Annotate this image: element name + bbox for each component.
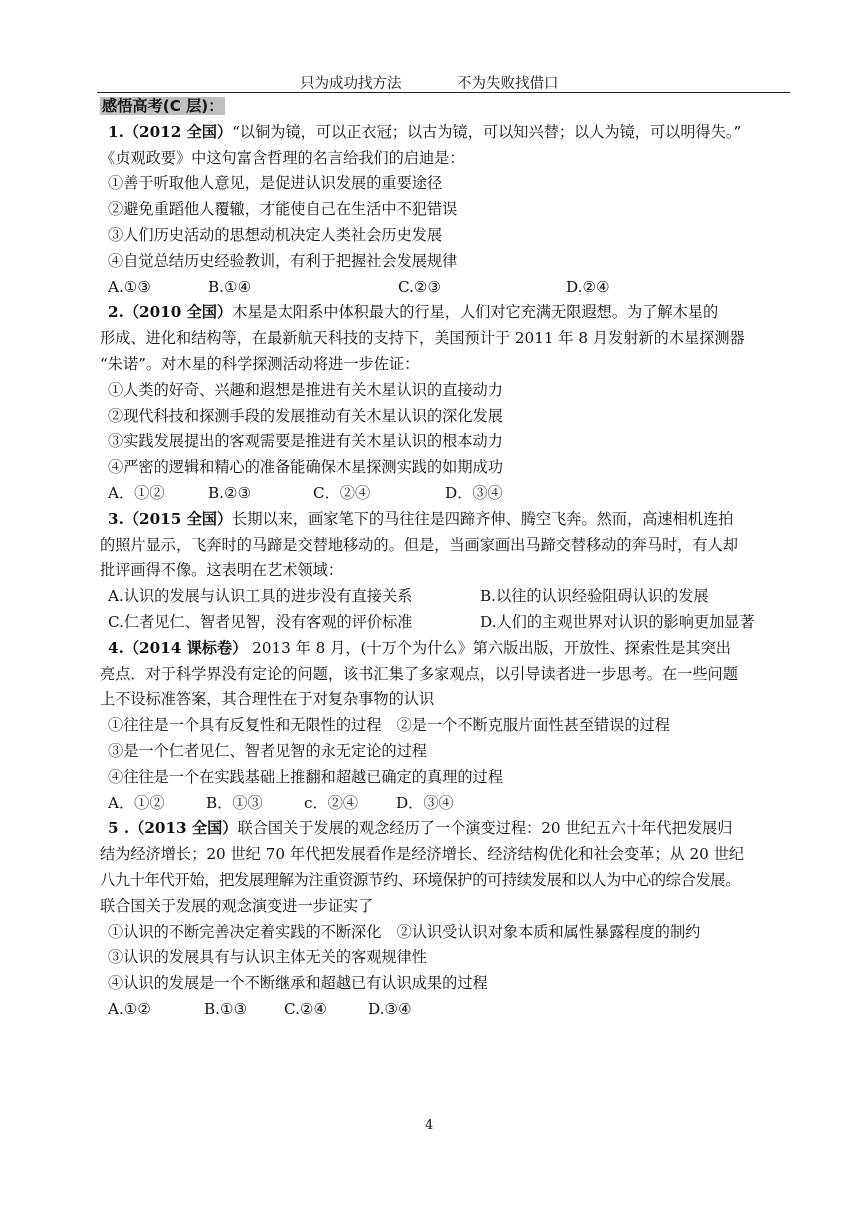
q4-line-1: 2013 年 8 月，(十万个为什么》第六版出版，开放性、探索性是其突出 [247, 638, 731, 657]
q4-statement-3: ③是一个仁者见仁、智者见智的永无定论的过程 [108, 741, 427, 760]
q1-options [100, 275, 792, 301]
q5-tag: 5 .（2013 全国） [108, 819, 238, 838]
question-3 [100, 507, 792, 533]
q3-line-1: 长期以来，画家笔下的马往往是四蹄齐伸、腾空飞奔。然而，高速相机连拍 [232, 509, 734, 528]
q4-options [100, 791, 792, 817]
q4-statement-4: ④往往是一个在实践基础上推翻和超越已确定的真理的过程 [108, 767, 503, 786]
q5-line-4: 联合国关于发展的观念演变进一步证实了 [100, 896, 374, 915]
q1-tag: 1.（2012 全国） [108, 122, 233, 141]
section-title: 感悟高考(C 层)： [102, 97, 224, 115]
q5-statement-3: ③认识的发展具有与认识主体无关的客观规律性 [108, 948, 427, 967]
q4-option-d: D．③④ [396, 793, 454, 812]
question-1 [100, 120, 792, 146]
q2-statement-3: ③实践发展提出的客观需要是推进有关木星认识的根本动力 [108, 432, 503, 451]
q3-option-d: D.人们的主观世界对认识的影响更加显著 [480, 612, 755, 631]
q2-option-a: A．①② [108, 483, 165, 502]
q4-option-b: B．①③ [206, 793, 263, 812]
q4-line-3: 上不设标准答案，其合理性在于对复杂事物的认识 [100, 690, 435, 709]
q5-option-b: B.①③ [204, 999, 248, 1018]
q3-line-2: 的照片显示，飞奔时的马蹄是交替地移动的。但是，当画家画出马蹄交替移动的奔马时，有人却 [100, 535, 738, 554]
question-2 [100, 300, 792, 326]
q2-option-d: D．③④ [445, 483, 503, 502]
q1-option-d: D.②④ [566, 277, 610, 296]
q1-statement-3: ③人们历史活动的思想动机决定人类社会历史发展 [108, 225, 443, 244]
q2-option-b: B.②③ [208, 483, 252, 502]
q4-tag: 4.（2014 课标卷） [108, 638, 248, 657]
q1-statement-1: ①善于听取他人意见，是促进认识发展的重要途径 [108, 174, 443, 193]
q2-line-3: “朱诺”。对木星的科学探测活动将进一步佐证： [100, 354, 420, 373]
page-number: 4 [425, 1118, 434, 1133]
q5-option-a: A.①② [108, 999, 152, 1018]
q1-option-b: B.①④ [208, 277, 252, 296]
q4-option-a: A．①② [108, 793, 165, 812]
q4-line-2: 亮点．对于科学界没有定论的问题，该书汇集了多家观点，以引导读者进一步思考。在一些问题 [100, 664, 738, 683]
header-motto-right: 不为失败找借口 [457, 76, 559, 92]
q2-line-1: 木星是太阳系中体积最大的行星，人们对它充满无限遐想。为了解木星的 [232, 303, 719, 322]
q3-options-row-2 [100, 610, 792, 636]
q1-option-c: C.②③ [398, 277, 442, 296]
q1-statement-2: ②避免重蹈他人覆辙，才能使自己在生活中不犯错误 [108, 200, 458, 219]
q3-options-row-1 [100, 584, 792, 610]
document-body [100, 94, 792, 1023]
q4-statement-1-2: ①往往是一个具有反复性和无限性的过程 ②是一个不断克服片面性甚至错误的过程 [108, 716, 670, 735]
q5-line-2: 结为经济增长；20 世纪 70 年代把发展看作是经济增长、经济结构优化和社会变革；从 20 世纪 [100, 845, 745, 864]
q5-statement-1-2: ①认识的不断完善决定着实践的不断深化 ②认识受认识对象本质和属性暴露程度的制约 [108, 922, 701, 941]
q3-line-3: 批评画得不像。这表明在艺术领域： [100, 561, 343, 580]
q5-line-1: 联合国关于发展的观念经历了一个演变过程：20 世纪五六十年代把发展归 [237, 819, 733, 838]
q2-statement-2: ②现代科技和探测手段的发展推动有关木星认识的深化发展 [108, 406, 503, 425]
q1-option-a: A.①③ [108, 277, 152, 296]
q5-option-c: C.②④ [284, 999, 328, 1018]
q2-line-2: 形成、进化和结构等，在最新航天科技的支持下，美国预计于 2011 年 8 月发射新的木星探测器 [100, 329, 745, 348]
q2-options [100, 481, 792, 507]
q5-options [100, 997, 792, 1023]
q2-statement-1: ①人类的好奇、兴趣和遐想是推进有关木星认识的直接动力 [108, 380, 503, 399]
header-motto-left: 只为成功找方法 [300, 76, 402, 92]
q3-tag: 3.（2015 全国） [108, 509, 233, 528]
q5-option-d: D.③④ [368, 999, 412, 1018]
q3-option-c: C.仁者见仁、智者见智，没有客观的评价标准 [108, 612, 413, 631]
q3-option-a: A.认识的发展与认识工具的进步没有直接关系 [108, 587, 413, 606]
q5-line-3: 八九十年代开始，把发展理解为注重资源节约、环境保护的可持续发展和以人为中心的综合发展。 [100, 870, 741, 889]
page-header [97, 70, 790, 93]
q1-statement-4: ④自觉总结历史经验教训，有利于把握社会发展规律 [108, 251, 458, 270]
question-4 [100, 636, 792, 662]
q3-option-b: B.以往的认识经验阻碍认识的发展 [480, 587, 709, 606]
q1-line-2: 《贞观政要》中这句富含哲理的名言给我们的启迪是： [100, 148, 465, 167]
q4-option-c: c．②④ [304, 793, 359, 812]
q1-line-1: “以铜为镜，可以正衣冠；以古为镜，可以知兴替；以人为镜，可以明得失。” [232, 122, 742, 141]
q2-option-c: C．②④ [313, 483, 371, 502]
question-5 [100, 816, 792, 842]
q2-tag: 2.（2010 全国） [108, 303, 233, 322]
q5-statement-4: ④认识的发展是一个不断继承和超越已有认识成果的过程 [108, 974, 488, 993]
q2-statement-4: ④严密的逻辑和精心的准备能确保木星探测实践的如期成功 [108, 458, 503, 477]
